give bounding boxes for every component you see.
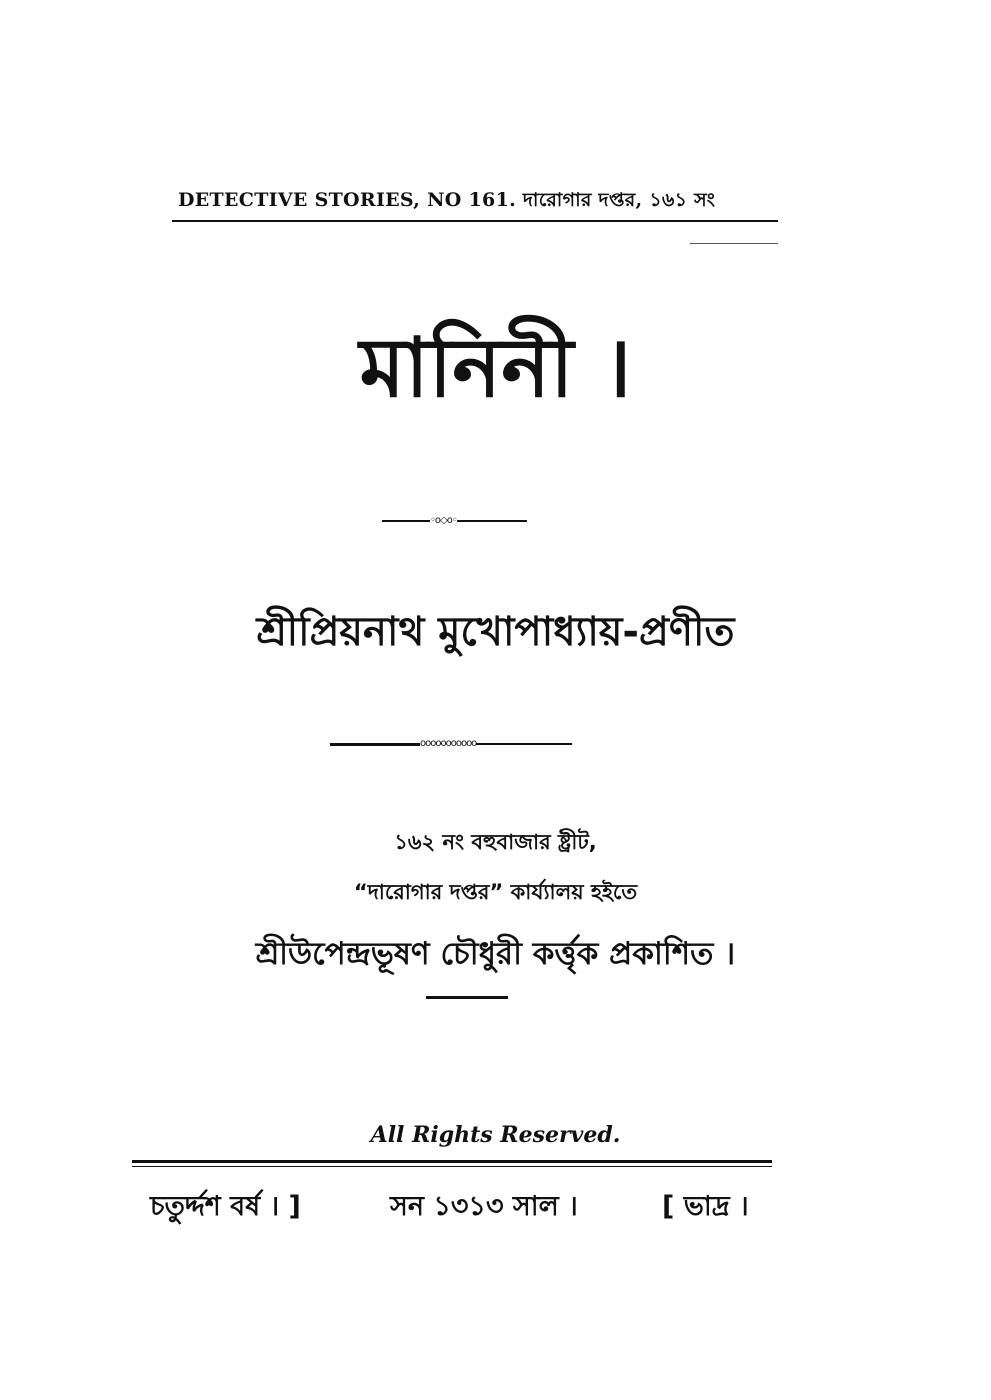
- footer-month: [ ভাদ্র ।: [662, 1191, 749, 1222]
- footer-rule-thin: [132, 1166, 772, 1167]
- author-line: শ্রীপ্রিয়নাথ মুখোপাধ্যায়-প্রণীত: [256, 609, 735, 655]
- publisher-office: “দারোগার দপ্তর” কার্য্যালয় হইতে: [353, 880, 638, 904]
- short-divider: [426, 996, 508, 999]
- publisher-address: ১৬২ নং বহুবাজার ষ্ট্রীট,: [394, 830, 597, 854]
- footer-rule: [132, 1160, 772, 1163]
- ornament-divider-middle: ooooooooooo: [330, 739, 572, 749]
- header-rule-secondary: [690, 243, 778, 244]
- book-title: মানিনী ।: [359, 321, 632, 416]
- header-rule: [172, 220, 778, 222]
- publisher-name: শ্রীউপেন্দ্রভূষণ চৌধুরী কর্ত্তৃক প্রকাশিত ।: [255, 936, 736, 972]
- series-header: DETECTIVE STORIES, NO 161. দারোগার দপ্তর, ১৬১ সং: [178, 189, 716, 211]
- rights-notice: All Rights Reserved.: [370, 1122, 621, 1148]
- footer-series-year: চতুর্দ্দশ বর্ষ । ]: [150, 1191, 301, 1222]
- footer-year: সন ১৩১৩ সাল ।: [390, 1191, 578, 1222]
- ornament-divider-top: ◦o◇o◦: [382, 516, 527, 526]
